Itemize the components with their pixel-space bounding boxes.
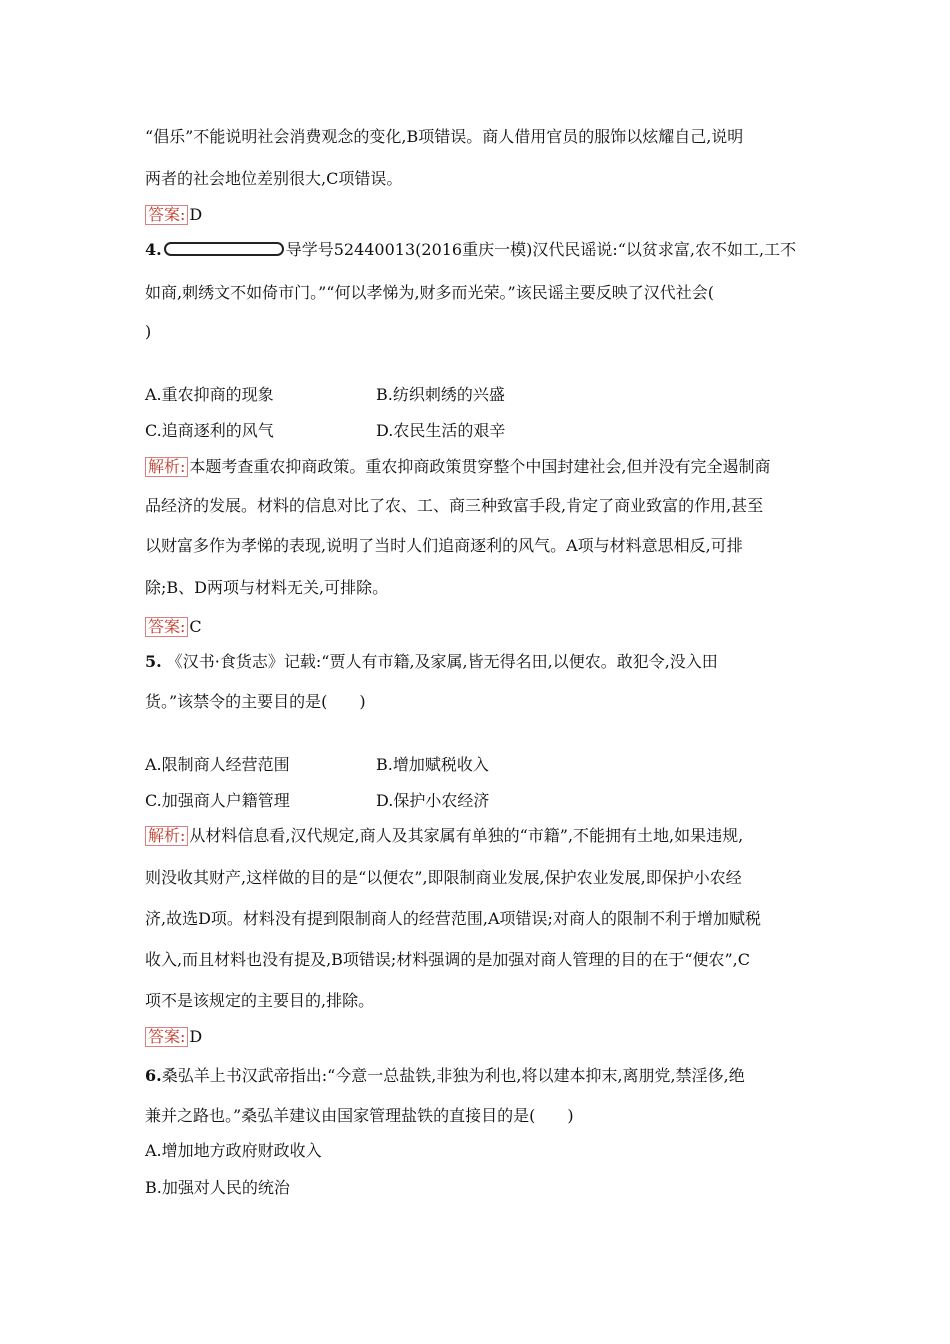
analysis-label: 解析: bbox=[145, 457, 188, 477]
option-a[interactable]: A.增加地方政府财政收入 bbox=[145, 1141, 322, 1160]
guide-number-badge bbox=[164, 242, 284, 256]
answer-value: D bbox=[189, 1027, 203, 1046]
q4-analysis-line bbox=[145, 494, 763, 518]
analysis-text: 除;B、D两项与材料无关,可排除。 bbox=[145, 578, 389, 597]
q5-analysis-line bbox=[145, 824, 743, 848]
q4-stem: ) bbox=[145, 322, 152, 341]
q3-text-line bbox=[145, 125, 743, 149]
q5-stem-line bbox=[145, 650, 718, 674]
q3-answer bbox=[145, 203, 202, 227]
analysis-text: 收入,而且材料也没有提及,B项错误;材料强调的是加强对商人管理的目的在于“便农”,C bbox=[145, 950, 751, 969]
analysis-text: 则没收其财产,这样做的目的是“以便农”,即限制商业发展,保护农业发展,即保护小农经 bbox=[145, 868, 742, 887]
q5-stem: 《汉书·食货志》记载:“贾人有市籍,及家属,皆无得名田,以便农。敢犯令,没入田 bbox=[166, 652, 718, 671]
q6-option-line bbox=[145, 1139, 322, 1163]
q4-analysis-line bbox=[145, 534, 743, 558]
q6-option-line bbox=[145, 1176, 290, 1200]
q6-stem-line bbox=[145, 1064, 745, 1088]
analysis-text: 以财富多作为孝悌的表现,说明了当时人们追商逐利的风气。A项与材料意思相反,可排 bbox=[145, 536, 743, 555]
option-c[interactable]: C.追商逐利的风气 bbox=[145, 421, 274, 440]
answer-label: 答案: bbox=[145, 1027, 188, 1047]
analysis-text: 济,故选D项。材料没有提到限制商人的经营范围,A项错误;对商人的限制不利于增加赋税 bbox=[145, 909, 761, 928]
q5-stem: 货。”该禁令的主要目的是( ) bbox=[145, 692, 366, 711]
answer-label: 答案: bbox=[145, 205, 188, 225]
option-d[interactable]: D.保护小农经济 bbox=[376, 791, 490, 810]
analysis-label: 解析: bbox=[145, 826, 188, 846]
option-d[interactable]: D.农民生活的艰辛 bbox=[376, 421, 506, 440]
q4-stem-line bbox=[145, 281, 714, 305]
question-number: 4. bbox=[145, 240, 162, 259]
option-b[interactable]: B.增加赋税收入 bbox=[376, 755, 489, 774]
answer-value: D bbox=[189, 205, 203, 224]
q3-text-line bbox=[145, 167, 402, 191]
q6-stem-line bbox=[145, 1104, 574, 1128]
q6-stem: 桑弘羊上书汉武帝指出:“今意一总盐铁,非独为利也,将以建本抑末,离朋党,禁淫侈,绝 bbox=[161, 1066, 745, 1085]
question-number: 6. bbox=[145, 1066, 162, 1085]
question-number: 5. bbox=[145, 652, 162, 671]
q5-analysis-line bbox=[145, 866, 742, 890]
option-a[interactable]: A.限制商人经营范围 bbox=[145, 755, 290, 774]
q4-analysis-line bbox=[145, 455, 771, 479]
q5-options-row bbox=[145, 753, 645, 777]
q4-answer bbox=[145, 615, 202, 639]
q6-stem: 兼并之路也。”桑弘羊建议由国家管理盐铁的直接目的是( ) bbox=[145, 1106, 574, 1125]
q3-text: 两者的社会地位差别很大,C项错误。 bbox=[145, 169, 403, 188]
analysis-text: 本题考查重农抑商政策。重农抑商政策贯穿整个中国封建社会,但并没有完全遏制商 bbox=[189, 457, 771, 476]
analysis-text: 从材料信息看,汉代规定,商人及其家属有单独的“市籍”,不能拥有土地,如果违规, bbox=[189, 826, 744, 845]
q4-analysis-line bbox=[145, 576, 388, 600]
q5-analysis-line bbox=[145, 948, 750, 972]
q4-stem-line bbox=[145, 320, 151, 344]
q4-stem-line bbox=[145, 238, 796, 262]
option-b[interactable]: B.纺织刺绣的兴盛 bbox=[376, 385, 505, 404]
q5-analysis-line bbox=[145, 989, 374, 1013]
q5-options-row bbox=[145, 789, 645, 813]
q5-stem-line bbox=[145, 690, 366, 714]
q5-analysis-line bbox=[145, 907, 761, 931]
answer-value: C bbox=[189, 617, 202, 636]
option-a[interactable]: A.重农抑商的现象 bbox=[145, 385, 274, 404]
q3-text: “倡乐”不能说明社会消费观念的变化,B项错误。商人借用官员的服饰以炫耀自己,说明 bbox=[145, 127, 744, 146]
option-b[interactable]: B.加强对人民的统治 bbox=[145, 1178, 290, 1197]
q4-stem: 如商,刺绣文不如倚市门。”“何以孝悌为,财多而光荣。”该民谣主要反映了汉代社会( bbox=[145, 283, 714, 302]
q5-answer bbox=[145, 1025, 202, 1049]
option-c[interactable]: C.加强商人户籍管理 bbox=[145, 791, 290, 810]
analysis-text: 项不是该规定的主要目的,排除。 bbox=[145, 991, 375, 1010]
answer-label: 答案: bbox=[145, 617, 188, 637]
q4-stem: 导学号52440013(2016重庆一模)汉代民谣说:“以贫求富,农不如工,工不 bbox=[285, 240, 797, 259]
q4-options-row bbox=[145, 419, 645, 443]
q4-options-row bbox=[145, 383, 645, 407]
analysis-text: 品经济的发展。材料的信息对比了农、工、商三种致富手段,肯定了商业致富的作用,甚至 bbox=[145, 496, 764, 515]
